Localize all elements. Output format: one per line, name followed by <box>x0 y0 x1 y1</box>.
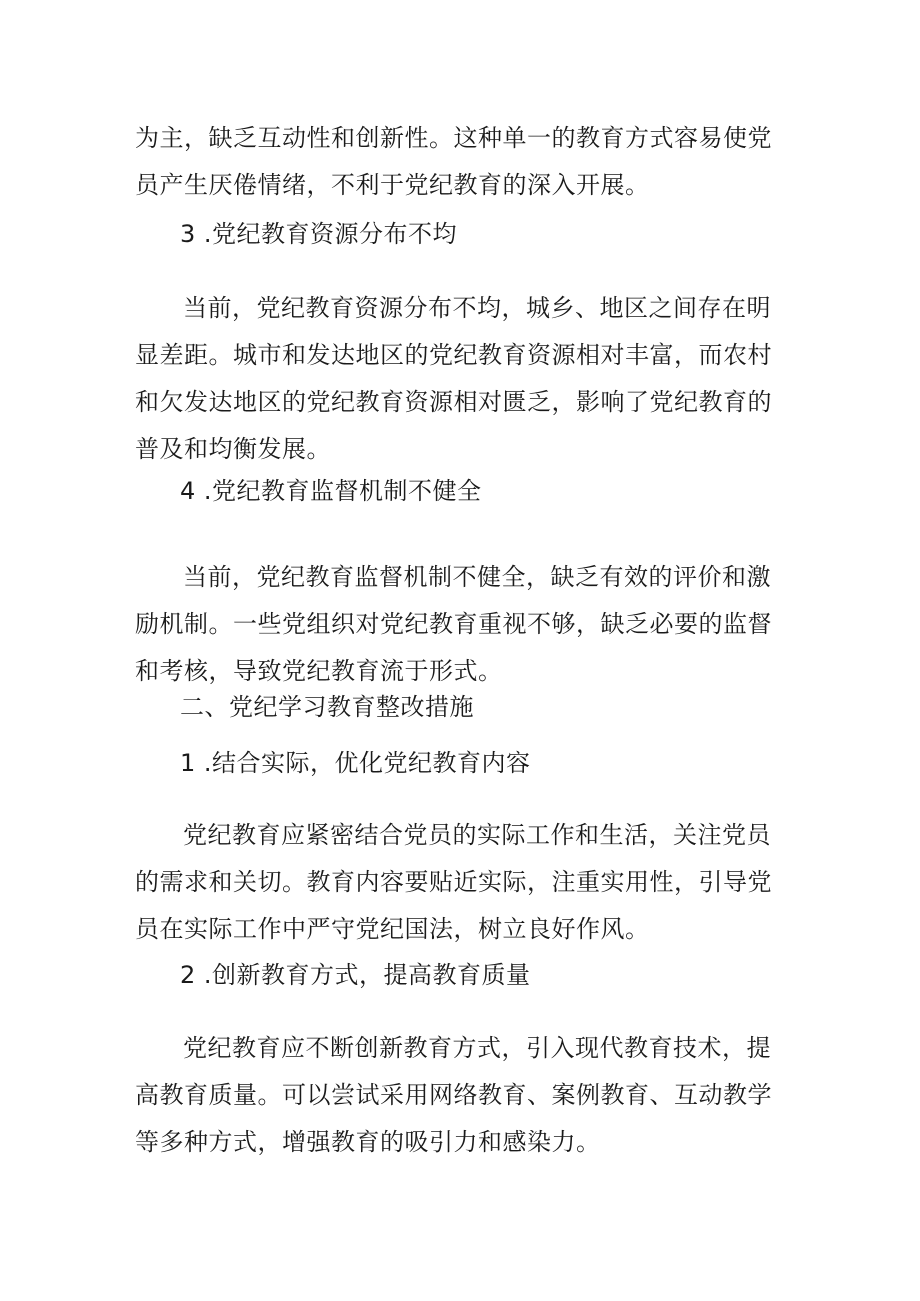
heading-4-supervision-mechanism: 4 .党纪教育监督机制不健全 <box>180 477 482 505</box>
paragraph-resource-distribution: 当前，党纪教育资源分布不均，城乡、地区之间存在明显差距。城市和发达地区的党纪教育资源相对丰富，而农村和欠发达地区的党纪教育资源相对匮乏，影响了党纪教育的普及和均衡发展。 <box>135 294 772 463</box>
paragraph-innovate-methods: 党纪教育应不断创新教育方式，引入现代教育技术，提高教育质量。可以尝试采用网络教育、案例教育、互动教学等多种方式，增强教育的吸引力和感染力。 <box>135 1034 772 1156</box>
heading-1-optimize-content: 1 .结合实际，优化党纪教育内容 <box>180 749 531 777</box>
paragraph-optimize-content: 党纪教育应紧密结合党员的实际工作和生活，关注党员的需求和关切。教育内容要贴近实际，注重实用性，引导党员在实际工作中严守党纪国法，树立良好作风。 <box>135 821 772 943</box>
paragraph-supervision-mechanism: 当前，党纪教育监督机制不健全，缺乏有效的评价和激励机制。一些党组织对党纪教育重视不够，缺乏必要的监督和考核，导致党纪教育流于形式。 <box>135 563 772 685</box>
section-heading-rectification-measures: 二、党纪学习教育整改措施 <box>180 693 474 721</box>
paragraph-continued: 为主，缺乏互动性和创新性。这种单一的教育方式容易使党员产生厌倦情绪，不利于党纪教育的深入开展。 <box>135 124 772 199</box>
heading-3-resource-distribution: 3 .党纪教育资源分布不均 <box>180 220 458 248</box>
heading-2-innovate-methods: 2 .创新教育方式，提高教育质量 <box>180 961 531 989</box>
